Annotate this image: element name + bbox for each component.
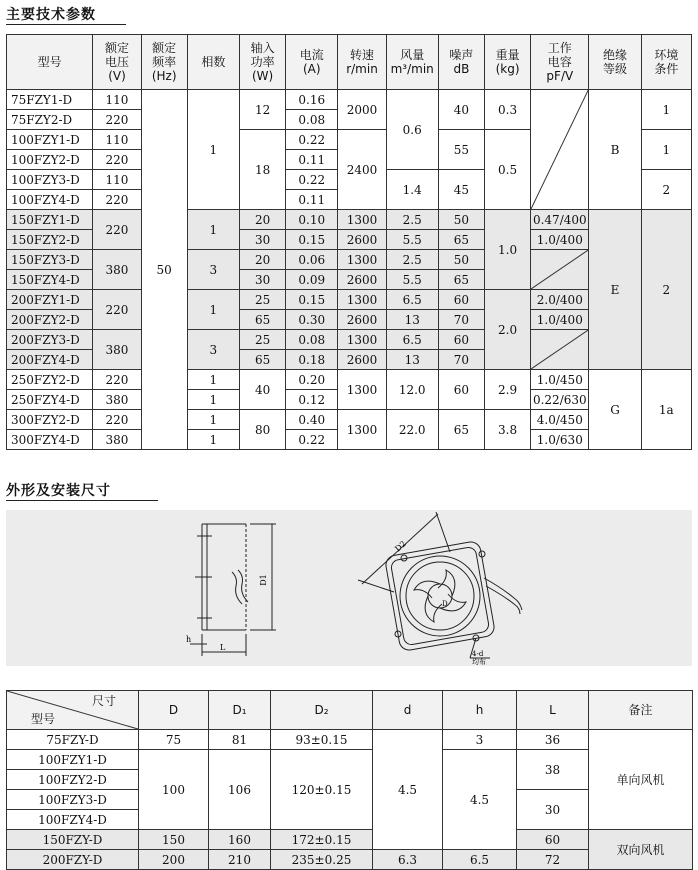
- current-cell: 0.22: [286, 430, 338, 450]
- model-cell: 100FZY3-D: [7, 170, 93, 190]
- voltage-cell: 380: [93, 250, 141, 290]
- voltage-cell: 220: [93, 190, 141, 210]
- D-cell: 75: [139, 730, 209, 750]
- speed-cell: 1300: [338, 330, 386, 350]
- model-cell: 250FZY4-D: [7, 390, 93, 410]
- current-cell: 0.18: [286, 350, 338, 370]
- current-cell: 0.12: [286, 390, 338, 410]
- table-row: [7, 90, 692, 110]
- header-noise: 噪声 dB: [438, 35, 484, 90]
- airflow-cell: 6.5: [386, 330, 438, 350]
- airflow-cell: 1.4: [386, 170, 438, 210]
- noise-cell: 55: [438, 130, 484, 170]
- dimension-table: [6, 690, 693, 870]
- model-cell: 150FZY-D: [7, 830, 139, 850]
- noise-cell: 60: [438, 330, 484, 350]
- capacitor-cell: 1.0/400: [531, 230, 589, 250]
- environment-cell: 1: [641, 90, 691, 130]
- capacitor-cell: 1.0/400: [531, 310, 589, 330]
- corner-label-dimension: 尺寸: [91, 694, 116, 708]
- capacitor-na-cell: [531, 90, 589, 210]
- model-cell: 200FZY4-D: [7, 350, 93, 370]
- environment-cell: 2: [641, 170, 691, 210]
- front-view: [358, 512, 522, 658]
- model-cell: 150FZY2-D: [7, 230, 93, 250]
- power-cell: 65: [239, 310, 285, 330]
- speed-cell: 2600: [338, 310, 386, 330]
- d2-label: D2: [393, 539, 408, 554]
- capacitor-na-cell: [531, 330, 589, 370]
- section-title-dimensions: 外形及安装尺寸: [6, 483, 111, 499]
- table-row: [7, 290, 692, 310]
- voltage-cell: 220: [93, 110, 141, 130]
- current-cell: 0.10: [286, 210, 338, 230]
- dim-header-row: [7, 691, 693, 730]
- model-cell: 150FZY3-D: [7, 250, 93, 270]
- spec-table: [6, 34, 692, 450]
- airflow-cell: 5.5: [386, 270, 438, 290]
- voltage-cell: 220: [93, 410, 141, 430]
- model-cell: 75FZY-D: [7, 730, 139, 750]
- h-cell: 4.5: [443, 750, 517, 850]
- speed-cell: 1300: [338, 210, 386, 230]
- capacitor-cell: 0.47/400: [531, 210, 589, 230]
- voltage-cell: 220: [93, 150, 141, 170]
- airflow-cell: 6.5: [386, 290, 438, 310]
- table-row: [7, 830, 693, 850]
- speed-cell: 2400: [338, 130, 386, 210]
- D2-cell: 172±0.15: [271, 830, 373, 850]
- h-cell: 3: [443, 730, 517, 750]
- environment-cell: 1a: [641, 370, 691, 450]
- header-phase: 相数: [187, 35, 239, 90]
- airflow-cell: 12.0: [386, 370, 438, 410]
- weight-cell: 2.9: [485, 370, 531, 410]
- header-D1: D₁: [209, 691, 271, 730]
- current-cell: 0.30: [286, 310, 338, 330]
- weight-cell: 0.3: [485, 90, 531, 130]
- model-cell: 100FZY1-D: [7, 130, 93, 150]
- holes-note: 均布: [472, 658, 486, 666]
- section-title-specs: 主要技术参数: [6, 7, 96, 23]
- noise-cell: 70: [438, 350, 484, 370]
- phase-cell: 3: [187, 250, 239, 290]
- header-note: 备注: [589, 691, 693, 730]
- voltage-cell: 380: [93, 390, 141, 410]
- header-power: 轴入 功率 (W): [239, 35, 285, 90]
- L-cell: 38: [517, 750, 589, 790]
- outline-drawing: [6, 510, 692, 666]
- capacitor-cell: 4.0/450: [531, 410, 589, 430]
- D2-cell: 120±0.15: [271, 750, 373, 830]
- environment-cell: 2: [641, 210, 691, 370]
- capacitor-cell: 1.0/450: [531, 370, 589, 390]
- power-cell: 25: [239, 290, 285, 310]
- noise-cell: 60: [438, 370, 484, 410]
- power-cell: 30: [239, 230, 285, 250]
- model-cell: 75FZY1-D: [7, 90, 93, 110]
- current-cell: 0.22: [286, 170, 338, 190]
- speed-cell: 1300: [338, 250, 386, 270]
- voltage-cell: 110: [93, 130, 141, 150]
- voltage-cell: 380: [93, 430, 141, 450]
- noise-cell: 65: [438, 410, 484, 450]
- speed-cell: 2600: [338, 230, 386, 250]
- D1-cell: 81: [209, 730, 271, 750]
- current-cell: 0.09: [286, 270, 338, 290]
- power-cell: 18: [239, 130, 285, 210]
- environment-cell: 1: [641, 130, 691, 170]
- voltage-cell: 220: [93, 210, 141, 250]
- weight-cell: 3.8: [485, 410, 531, 450]
- model-cell: 75FZY2-D: [7, 110, 93, 130]
- table-row: [7, 210, 692, 230]
- noise-cell: 45: [438, 170, 484, 210]
- h-label: h: [186, 635, 192, 644]
- power-cell: 20: [239, 250, 285, 270]
- D-cell: 150: [139, 830, 209, 850]
- voltage-cell: 220: [93, 290, 141, 330]
- speed-cell: 2000: [338, 90, 386, 130]
- current-cell: 0.11: [286, 190, 338, 210]
- title-underline: [6, 24, 126, 25]
- model-cell: 150FZY4-D: [7, 270, 93, 290]
- D1-cell: 106: [209, 750, 271, 830]
- D2-cell: 93±0.15: [271, 730, 373, 750]
- capacitor-cell: 1.0/630: [531, 430, 589, 450]
- header-frequency: 额定 频率 (Hz): [141, 35, 187, 90]
- model-cell: 100FZY1-D: [7, 750, 139, 770]
- current-cell: 0.40: [286, 410, 338, 430]
- voltage-cell: 220: [93, 370, 141, 390]
- corner-label-model: 型号: [31, 712, 56, 726]
- header-capacitor: 工作 电容 pF/V: [531, 35, 589, 90]
- phase-cell: 1: [187, 390, 239, 410]
- phase-cell: 1: [187, 430, 239, 450]
- power-cell: 20: [239, 210, 285, 230]
- weight-cell: 2.0: [485, 290, 531, 370]
- model-cell: 100FZY2-D: [7, 150, 93, 170]
- note-single: 单向风机: [589, 730, 693, 830]
- L-cell: 60: [517, 830, 589, 850]
- note-double: 双向风机: [589, 830, 693, 870]
- model-cell: 200FZY3-D: [7, 330, 93, 350]
- phase-cell: 3: [187, 330, 239, 370]
- weight-cell: 0.5: [485, 130, 531, 210]
- capacitor-cell: 0.22/630: [531, 390, 589, 410]
- spec-header-row: [7, 35, 692, 90]
- phase-cell: 1: [187, 210, 239, 250]
- holes-label: 4-d: [472, 650, 484, 658]
- header-airflow: 风量 m³/min: [386, 35, 438, 90]
- speed-cell: 2600: [338, 270, 386, 290]
- power-cell: 30: [239, 270, 285, 290]
- phase-cell: 1: [187, 370, 239, 390]
- d-label: D: [442, 600, 448, 608]
- capacitor-na-cell: [531, 250, 589, 290]
- table-row: [7, 330, 692, 350]
- airflow-cell: 2.5: [386, 210, 438, 230]
- model-cell: 200FZY1-D: [7, 290, 93, 310]
- current-cell: 0.11: [286, 150, 338, 170]
- power-cell: 12: [239, 90, 285, 130]
- insulation-cell: E: [589, 210, 641, 370]
- D-cell: 200: [139, 850, 209, 870]
- L-cell: 72: [517, 850, 589, 870]
- header-D: D: [139, 691, 209, 730]
- D2-cell: 235±0.25: [271, 850, 373, 870]
- insulation-cell: B: [589, 90, 641, 210]
- voltage-cell: 110: [93, 90, 141, 110]
- current-cell: 0.22: [286, 130, 338, 150]
- noise-cell: 40: [438, 90, 484, 130]
- d-cell: 6.3: [373, 850, 443, 870]
- airflow-cell: 0.6: [386, 90, 438, 170]
- side-view: [190, 524, 276, 656]
- model-cell: 300FZY4-D: [7, 430, 93, 450]
- power-cell: 80: [239, 410, 285, 450]
- power-cell: 65: [239, 350, 285, 370]
- speed-cell: 1300: [338, 370, 386, 410]
- noise-cell: 65: [438, 270, 484, 290]
- noise-cell: 70: [438, 310, 484, 330]
- current-cell: 0.20: [286, 370, 338, 390]
- table-row: [7, 370, 692, 390]
- L-cell: 30: [517, 790, 589, 830]
- current-cell: 0.06: [286, 250, 338, 270]
- model-cell: 250FZY2-D: [7, 370, 93, 390]
- power-cell: 25: [239, 330, 285, 350]
- header-d: d: [373, 691, 443, 730]
- header-insulation: 绝缘 等级: [589, 35, 641, 90]
- header-h: h: [443, 691, 517, 730]
- current-cell: 0.08: [286, 110, 338, 130]
- table-row: [7, 410, 692, 430]
- header-environment: 环境 条件: [641, 35, 691, 90]
- header-current: 电流 (A): [286, 35, 338, 90]
- D1-cell: 160: [209, 830, 271, 850]
- phase-cell: 1: [187, 410, 239, 430]
- fan-drawing: [6, 510, 692, 666]
- noise-cell: 50: [438, 210, 484, 230]
- noise-cell: 65: [438, 230, 484, 250]
- header-L: L: [517, 691, 589, 730]
- d-cell: 4.5: [373, 730, 443, 850]
- model-cell: 300FZY2-D: [7, 410, 93, 430]
- header-D2: D₂: [271, 691, 373, 730]
- L-cell: 36: [517, 730, 589, 750]
- airflow-cell: 22.0: [386, 410, 438, 450]
- model-cell: 200FZY2-D: [7, 310, 93, 330]
- model-cell: 100FZY3-D: [7, 790, 139, 810]
- airflow-cell: 13: [386, 310, 438, 330]
- insulation-cell: G: [589, 370, 641, 450]
- noise-cell: 50: [438, 250, 484, 270]
- l-label: L: [220, 643, 226, 652]
- airflow-cell: 13: [386, 350, 438, 370]
- h-cell: 6.5: [443, 850, 517, 870]
- table-row: [7, 730, 693, 750]
- airflow-cell: 5.5: [386, 230, 438, 250]
- voltage-cell: 380: [93, 330, 141, 370]
- model-cell: 100FZY4-D: [7, 810, 139, 830]
- model-cell: 100FZY2-D: [7, 770, 139, 790]
- current-cell: 0.08: [286, 330, 338, 350]
- phase-cell: 1: [187, 90, 239, 210]
- model-cell: 150FZY1-D: [7, 210, 93, 230]
- speed-cell: 1300: [338, 410, 386, 450]
- dim-corner-header: [7, 691, 139, 730]
- airflow-cell: 2.5: [386, 250, 438, 270]
- header-voltage: 额定 电压 (V): [93, 35, 141, 90]
- weight-cell: 1.0: [485, 210, 531, 290]
- current-cell: 0.16: [286, 90, 338, 110]
- model-cell: 200FZY-D: [7, 850, 139, 870]
- current-cell: 0.15: [286, 230, 338, 250]
- speed-cell: 1300: [338, 290, 386, 310]
- current-cell: 0.15: [286, 290, 338, 310]
- speed-cell: 2600: [338, 350, 386, 370]
- capacitor-cell: 2.0/400: [531, 290, 589, 310]
- D-cell: 100: [139, 750, 209, 830]
- title-underline: [6, 500, 158, 501]
- voltage-cell: 110: [93, 170, 141, 190]
- noise-cell: 60: [438, 290, 484, 310]
- table-row: [7, 250, 692, 270]
- frequency-cell: 50: [141, 90, 187, 450]
- header-model: 型号: [7, 35, 93, 90]
- d1-label: D1: [259, 574, 268, 586]
- header-speed: 转速 r/min: [338, 35, 386, 90]
- model-cell: 100FZY4-D: [7, 190, 93, 210]
- power-cell: 40: [239, 370, 285, 410]
- D1-cell: 210: [209, 850, 271, 870]
- header-weight: 重量 (kg): [485, 35, 531, 90]
- phase-cell: 1: [187, 290, 239, 330]
